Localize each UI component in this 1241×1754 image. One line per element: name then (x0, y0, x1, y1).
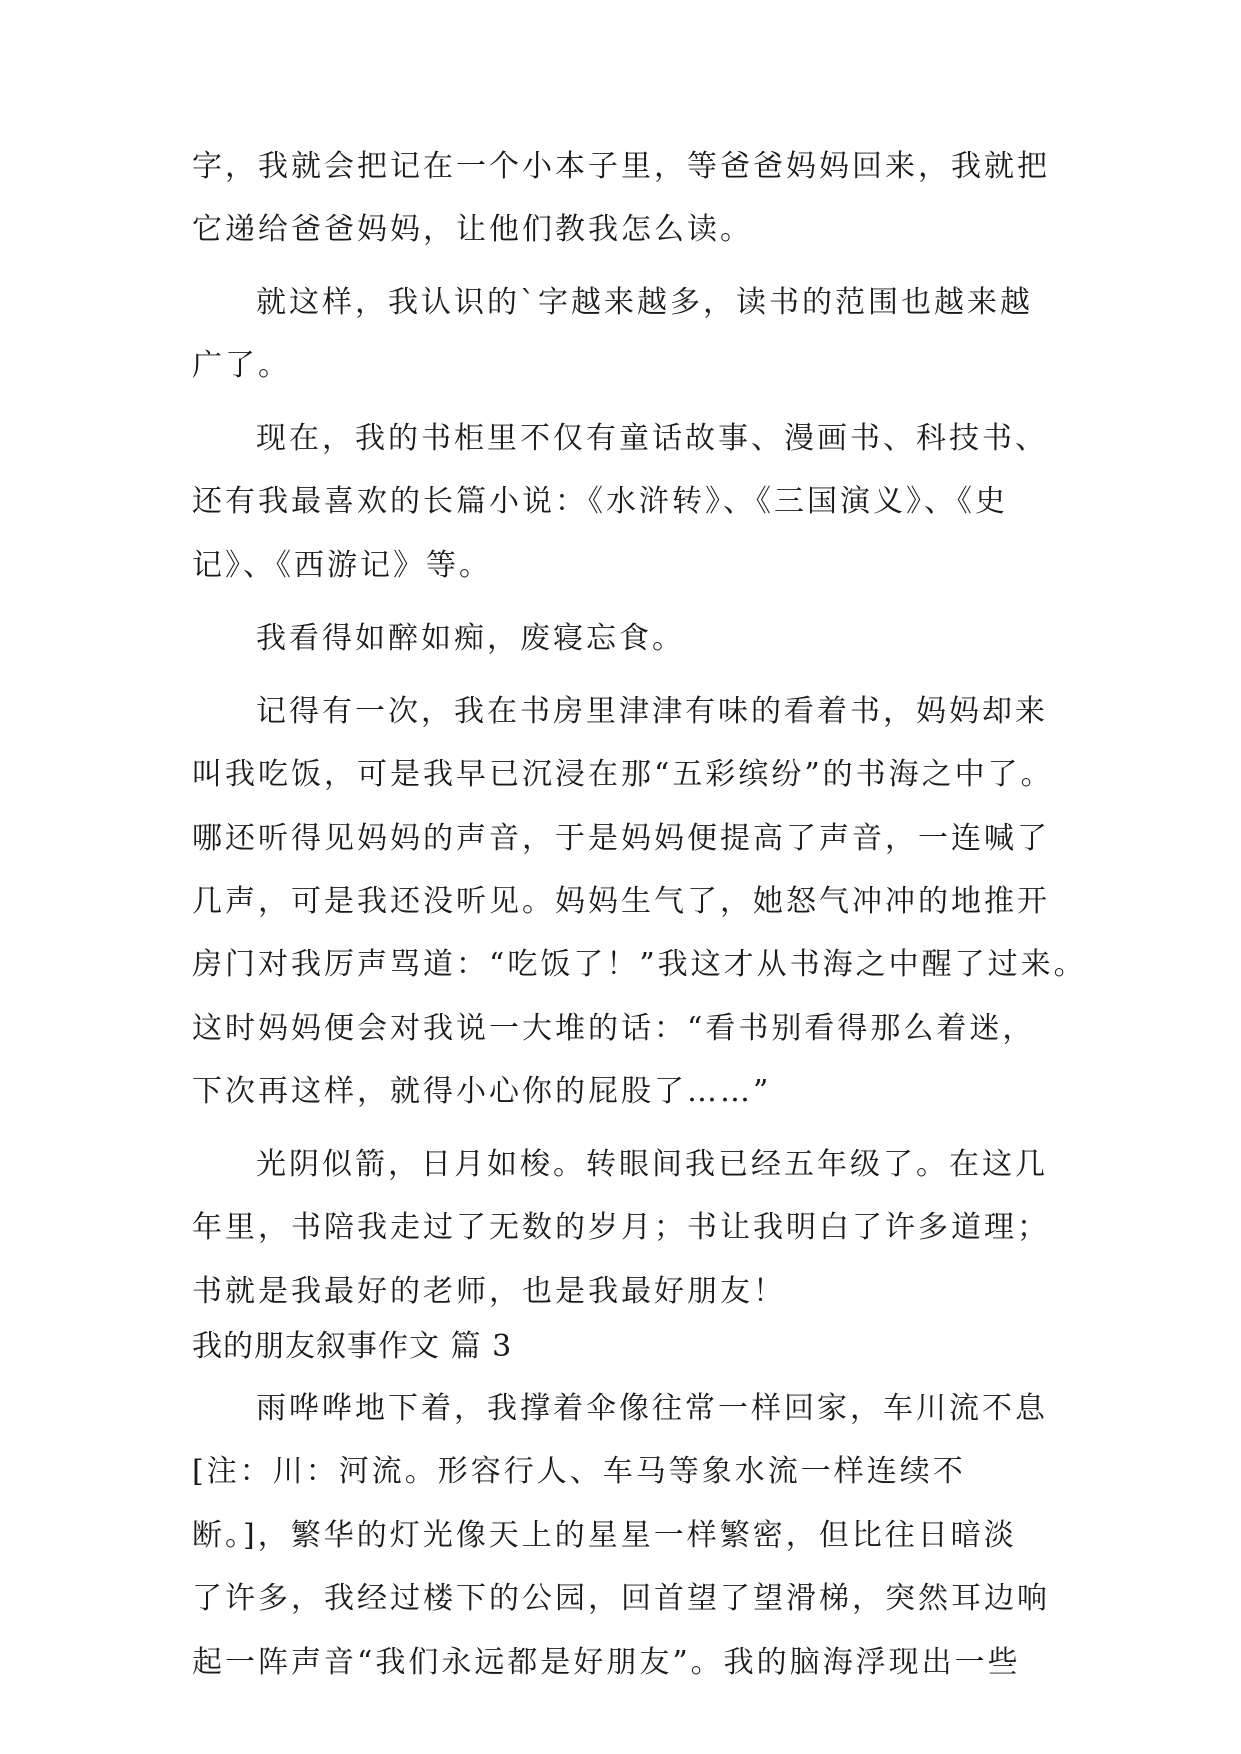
text-line: 房门对我厉声骂道：“吃饭了！”我这才从书海之中醒了过来。 (192, 947, 1087, 982)
text-line: 记得有一次，我在书房里津津有味的看着书，妈妈却来 (256, 694, 1048, 729)
text-line: 就这样，我认识的`字越来越多，读书的范围也越来越 (256, 285, 1033, 320)
text-line: 现在，我的书柜里不仅有童话故事、漫画书、科技书、 (256, 421, 1048, 456)
text-line: 了许多，我经过楼下的公园，回首望了望滑梯，突然耳边响 (192, 1581, 1050, 1616)
text-line: 断。]，繁华的灯光像天上的星星一样繁密，但比往日暗淡 (192, 1518, 1017, 1553)
section-heading: 我的朋友叙事作文 篇 3 (192, 1329, 513, 1364)
text-line: 它递给爸爸妈妈，让他们教我怎么读。 (192, 212, 753, 247)
text-line: 几声，可是我还没听见。妈妈生气了，她怒气冲冲的地推开 (192, 884, 1050, 919)
text-line: 记》、《西游记》等。 (192, 548, 492, 583)
text-line: 字，我就会把记在一个小本子里，等爸爸妈妈回来，我就把 (192, 149, 1050, 184)
text-line: 雨哗哗地下着，我撑着伞像往常一样回家，车川流不息 (256, 1391, 1048, 1426)
text-line: 年里，书陪我走过了无数的岁月；书让我明白了许多道理； (192, 1210, 1050, 1245)
text-line: 起一阵声音“我们永远都是好朋友”。我的脑海浮现出一些 (192, 1645, 1021, 1680)
text-line: 叫我吃饭，可是我早已沉浸在那“五彩缤纷”的书海之中了。 (192, 757, 1054, 792)
text-line: 书就是我最好的老师，也是我最好朋友！ (192, 1274, 786, 1309)
text-line: [注：川：河流。形容行人、车马等象水流一样连续不 (192, 1454, 966, 1489)
text-line: 我看得如醉如痴，废寝忘食。 (256, 621, 685, 656)
text-line: 哪还听得见妈妈的声音，于是妈妈便提高了声音，一连喊了 (192, 821, 1050, 856)
text-line: 光阴似箭，日月如梭。转眼间我已经五年级了。在这几 (256, 1147, 1048, 1182)
text-line: 广了。 (192, 348, 291, 383)
text-line: 这时妈妈便会对我说一大堆的话：“看书别看得那么着迷， (192, 1011, 1036, 1046)
text-line: 下次再这样，就得小心你的屁股了……” (192, 1074, 772, 1109)
text-line: 还有我最喜欢的长篇小说：《水浒转》、《三国演义》、《史 (192, 484, 1008, 519)
